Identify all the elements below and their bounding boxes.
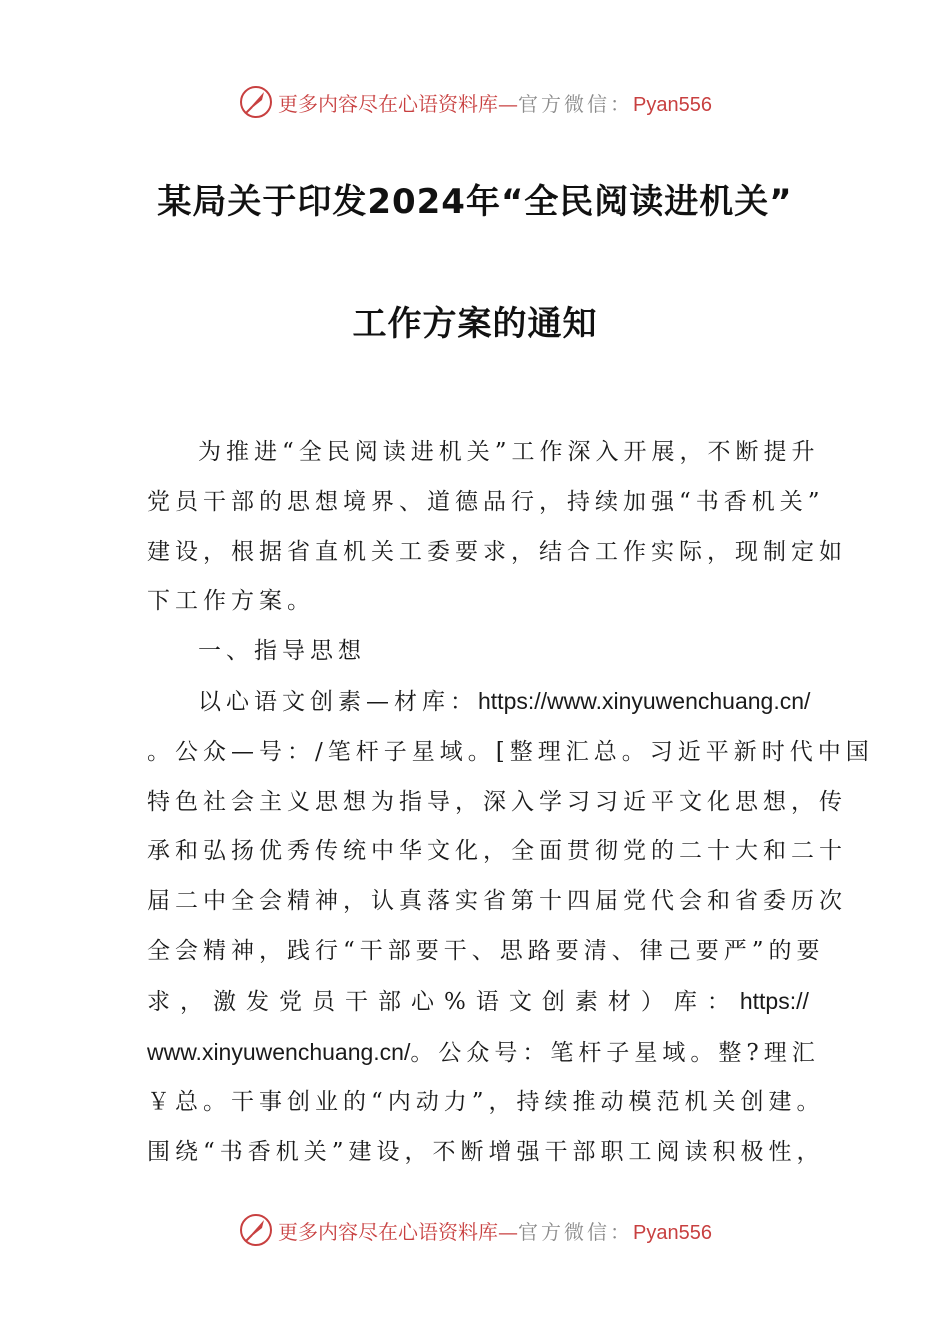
body-line: 为推进“全民阅读进机关”工作深入开展，不断提升 <box>198 439 820 465</box>
body-line: 党员干部的思想境界、道德品行，持续加强“书香机关” <box>147 488 825 515</box>
body-line: 特色社会主义思想为指导，深入学习习近平文化思想，传 <box>147 788 847 815</box>
body-line: 。公众—号：/笔杆子星域。[整理汇总。习近平新时代中国 <box>147 738 874 765</box>
body-line: 求，激发党员干部心%语文创素材）库：https:// <box>147 987 809 1015</box>
url-link[interactable]: www.xinyuwenchuang.cn/ <box>147 1038 411 1065</box>
footer-banner-text: 更多内容尽在心语资料库—官方微信：Pyan556 <box>278 1219 712 1244</box>
body-line: 围绕“书香机关”建设，不断增强干部职工阅读积极性， <box>147 1139 825 1166</box>
body-line: ￥总。干事创业的“内动力”，持续推动模范机关创建。 <box>147 1089 825 1116</box>
quill-logo-icon <box>238 1212 274 1248</box>
header-banner <box>0 82 950 122</box>
body-line: 建设，根据省直机关工委要求，结合工作实际，现制定如 <box>147 538 847 565</box>
document-body <box>147 428 874 1178</box>
footer-banner <box>0 1210 950 1250</box>
url-link[interactable]: https://www.xinyuwenchuang.cn/ <box>478 687 811 714</box>
document-title-line-2: 工作方案的通知 <box>352 304 598 344</box>
header-banner-text: 更多内容尽在心语资料库—官方微信：Pyan556 <box>278 91 712 116</box>
body-line: 承和弘扬优秀传统中华文化，全面贯彻党的二十大和二十 <box>147 838 847 865</box>
body-line: 届二中全会精神，认真落实省第十四届党代会和省委历次 <box>147 888 847 915</box>
body-line: 以心语文创素—材库：https://www.xinyuwenchuang.cn/ <box>198 687 811 715</box>
document-title-line-1: 某局关于印发2024年“全民阅读进机关” <box>157 182 793 222</box>
body-line: 全会精神，践行“干部要干、思路要清、律己要严”的要 <box>147 937 825 964</box>
quill-logo-icon <box>238 84 274 120</box>
body-line: 下工作方案。 <box>147 588 315 615</box>
url-link[interactable]: https:// <box>739 987 809 1014</box>
section-heading: 一、指导思想 <box>198 638 366 665</box>
body-line: www.xinyuwenchuang.cn/。公众号：笔杆子星域。整?理汇 <box>147 1038 820 1066</box>
